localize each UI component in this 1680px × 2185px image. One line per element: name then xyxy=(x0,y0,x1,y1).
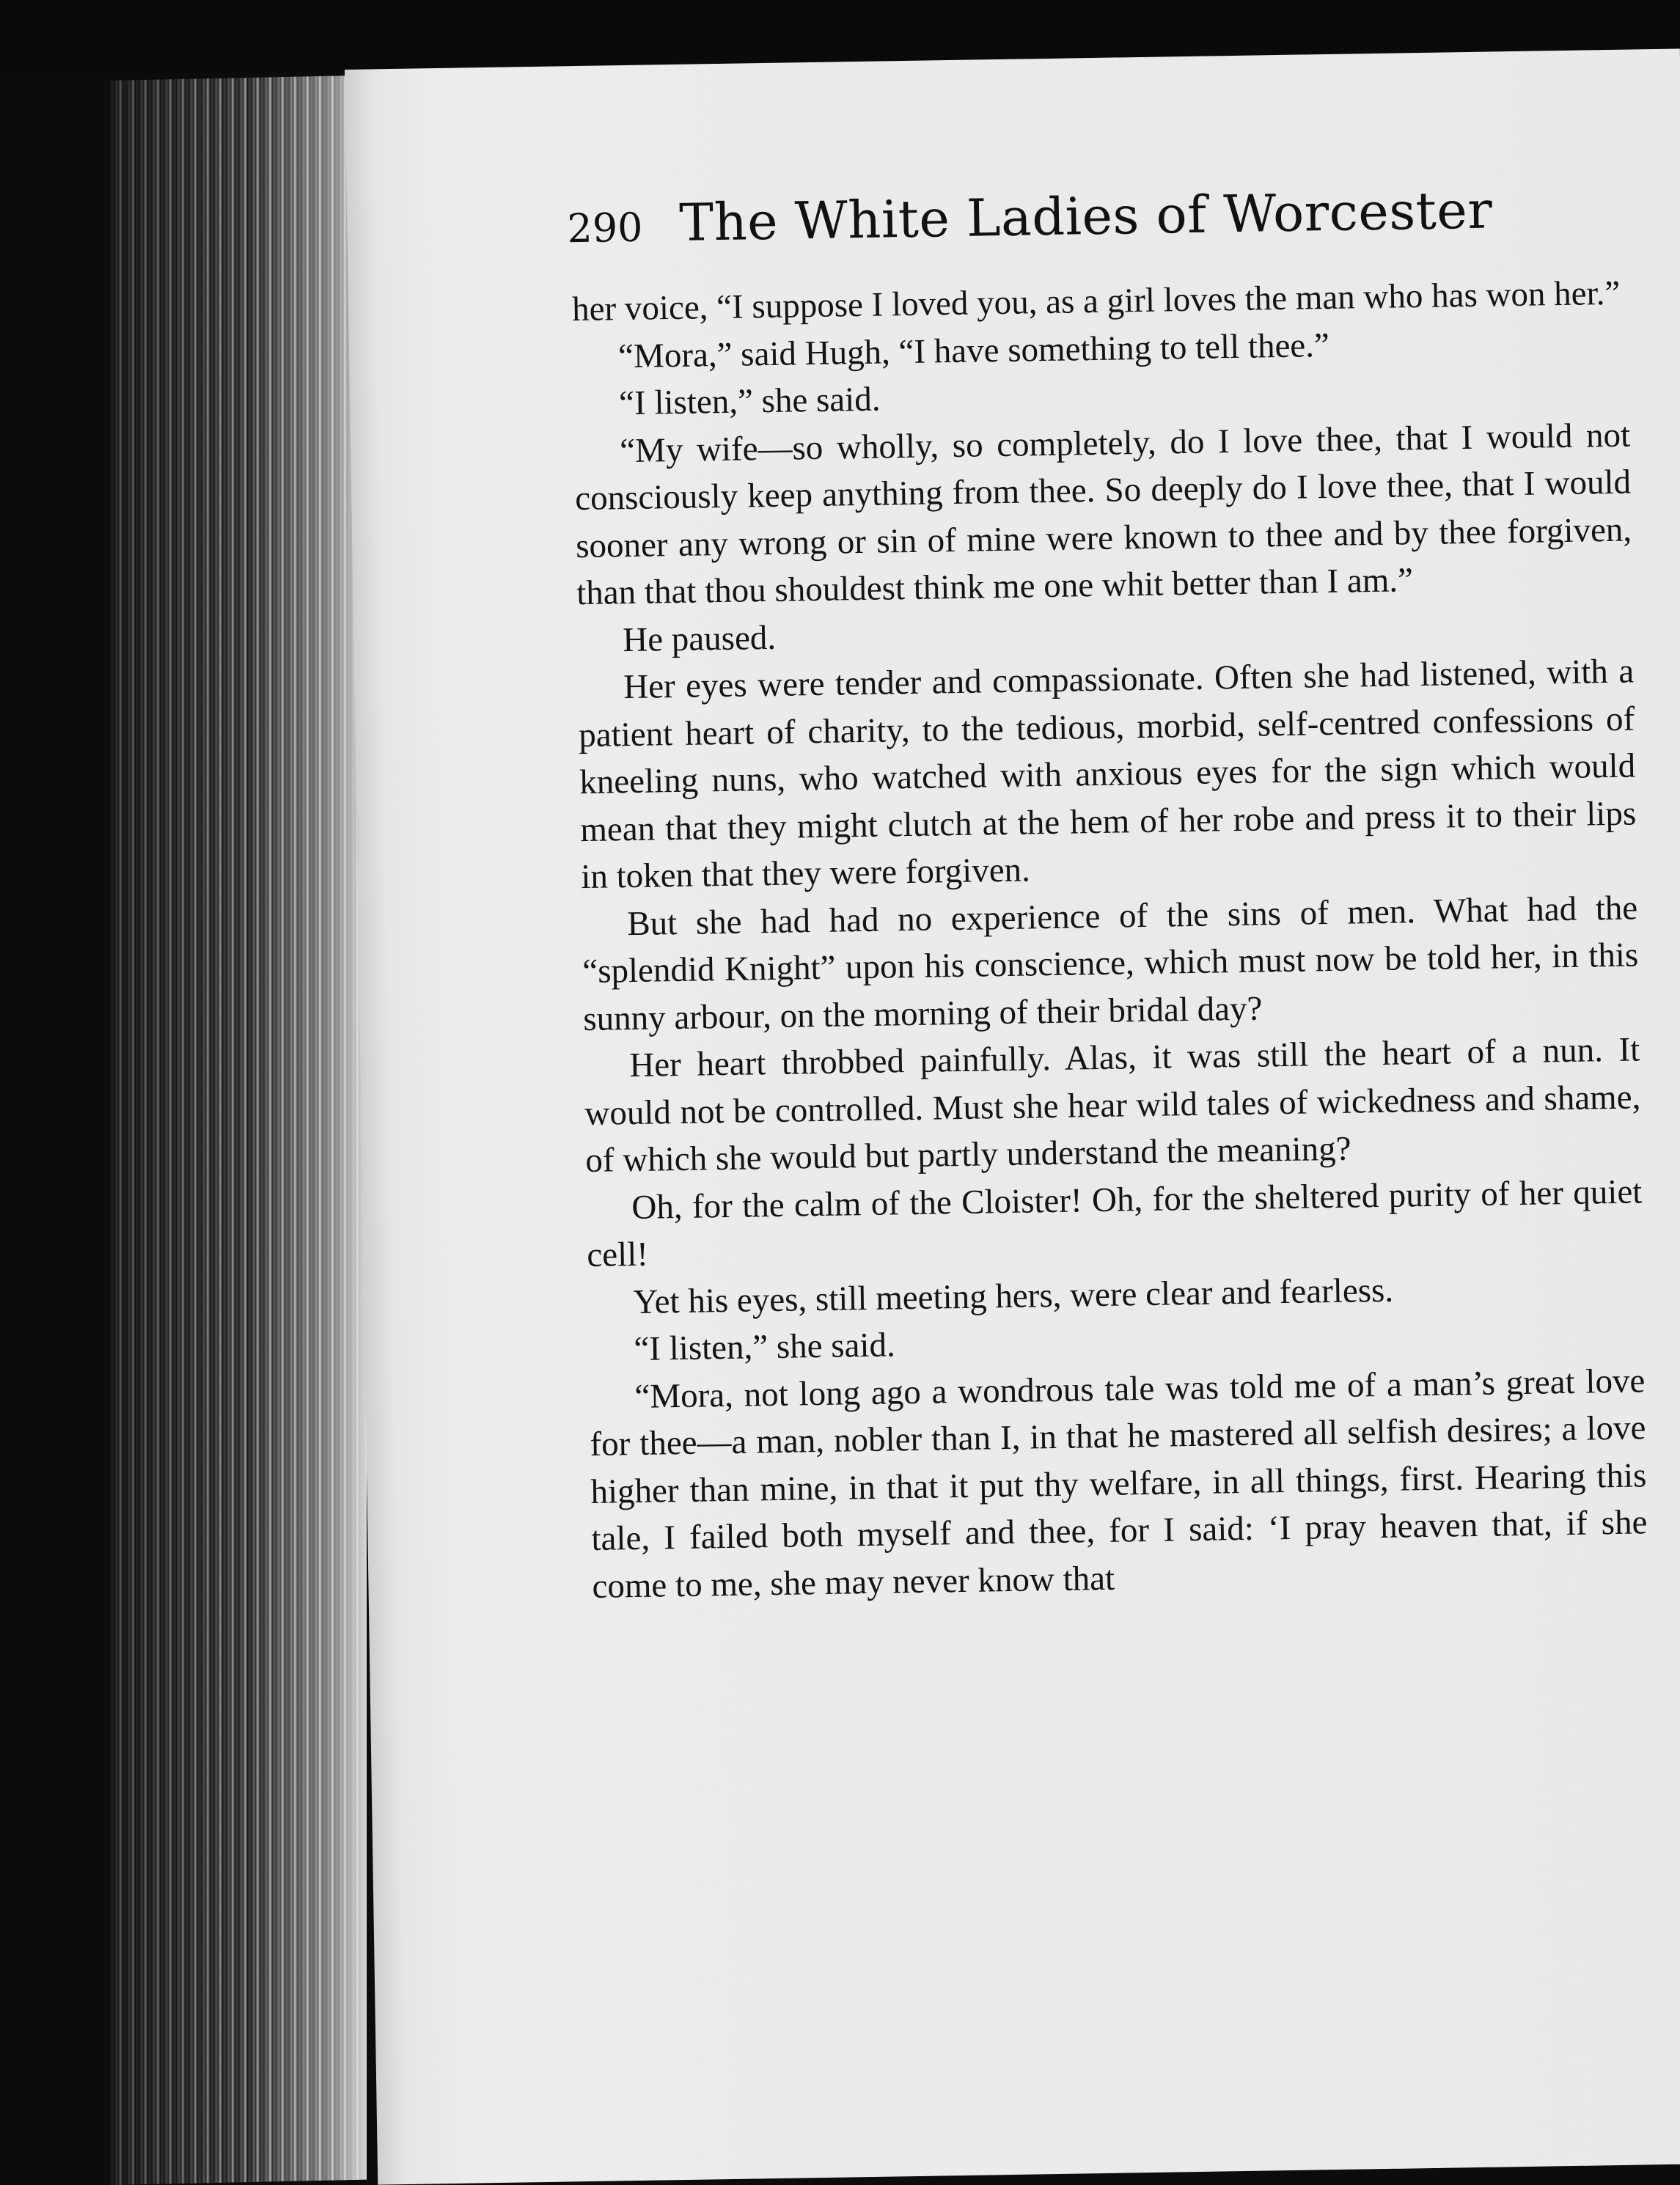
paragraph: He paused. xyxy=(622,618,777,659)
paragraph: “I listen,” she said. xyxy=(618,380,881,423)
paragraph: Her heart throbbed painfully. Alas, it was still the heart of a nun. It would not be controlled. Must she hear wild tales of wickedness and shame, of which she would but partly understand the meaning? xyxy=(584,1030,1641,1180)
paragraph: “My wife—so wholly, so completely, do I love thee, that I would not consciously keep anything from thee. So deeply do I love thee, that I would sooner any wrong or sin of mine were known to thee and by thee forgiven, than that thou shouldest think me one whit better than I am.” xyxy=(574,416,1632,613)
running-title: The White Ladies of Worcester xyxy=(678,180,1493,253)
paragraph: “Mora,” said Hugh, “I have something to tell thee.” xyxy=(617,326,1330,375)
paragraph: Her eyes were tender and compassionate. Often she had listened, with a patient heart of charity, to the tedious, morbid, self-centred confessions of kneeling nuns, who watched with anxious eyes for the sign which would mean that they might clutch at the hem of her robe and press it to their lips in token that they were forgiven. xyxy=(578,652,1637,897)
page-edges xyxy=(110,76,367,2185)
body-text xyxy=(572,270,1648,1610)
paragraph: But she had had no experience of the sins of men. What had the “splendid Knight” upon his conscience, which must now be told her, in this sunny arbour, on the morning of their bridal day? xyxy=(582,888,1639,1038)
paragraph: Oh, for the calm of the Cloister! Oh, for the sheltered purity of her quiet cell! xyxy=(587,1172,1643,1275)
paragraph: her voice, “I suppose I loved you, as a girl loves the man who has won her.” xyxy=(571,273,1621,329)
page-header xyxy=(567,178,1594,254)
paragraph: Yet his eyes, still meeting hers, were clear and fearless. xyxy=(633,1271,1394,1321)
book-page xyxy=(345,48,1680,2184)
paragraph: “Mora, not long ago a wondrous tale was told me of a man’s great love for thee—a man, nobler than I, in that he mastered all selfish desires; a love higher than mine, in that it put thy welfare, in all things, first. Hearing this tale, I failed both myself and thee, for I said: ‘I pray heaven that, if she come to me, she may never know that xyxy=(590,1361,1648,1606)
paragraph: “I listen,” she said. xyxy=(634,1326,896,1369)
page-number: 290 xyxy=(566,204,644,252)
